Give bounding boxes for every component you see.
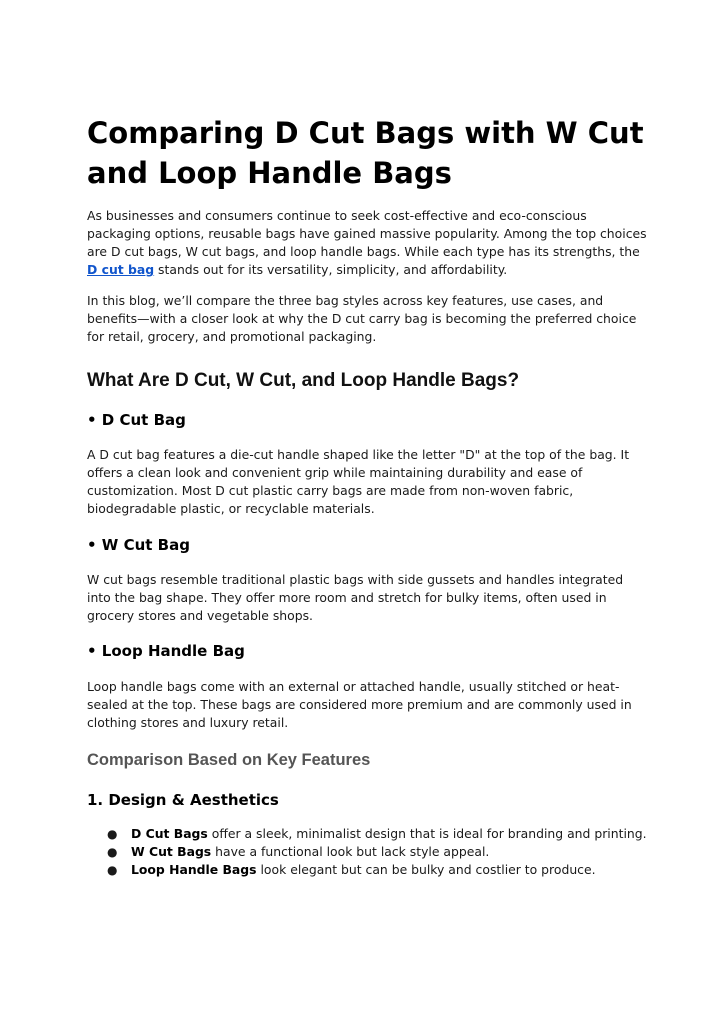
intro-text-after: stands out for its versatility, simplicity, and affordability. xyxy=(154,262,508,277)
list-item-text: have a functional look but lack style appeal. xyxy=(211,844,490,859)
design-feature-list xyxy=(87,825,647,879)
list-item-bold: W Cut Bags xyxy=(131,844,212,859)
bullet-icon: ● xyxy=(107,863,118,877)
intro-paragraph-2: In this blog, we’ll compare the three bag styles across key features, use cases, and benefits—with a closer look at why the D cut carry bag is becoming the preferred choice for retail, grocery, and promotional packaging. xyxy=(87,293,637,344)
list-item xyxy=(87,825,647,843)
section-heading-comparison: Comparison Based on Key Features xyxy=(87,751,371,769)
section-heading-types: What Are D Cut, W Cut, and Loop Handle Bags? xyxy=(87,370,520,391)
list-item-text: offer a sleek, minimalist design that is ideal for branding and printing. xyxy=(207,826,647,841)
d-cut-bag-heading: • D Cut Bag xyxy=(87,411,186,429)
loop-handle-bag-heading: • Loop Handle Bag xyxy=(87,642,245,660)
page-title: Comparing D Cut Bags with W Cut and Loop Handle Bags xyxy=(87,116,644,190)
bullet-icon: ● xyxy=(107,845,118,859)
w-cut-bag-paragraph: W cut bags resemble traditional plastic bags with side gussets and handles integrated into the bag shape. They offer more room and stretch for bulky items, often used in grocery stores and vegetable shops. xyxy=(87,572,624,623)
w-cut-bag-heading: • W Cut Bag xyxy=(87,536,190,554)
loop-handle-bag-paragraph: Loop handle bags come with an external or attached handle, usually stitched or heat-sealed at the top. These bags are considered more premium and are commonly used in clothing stores and luxury retail. xyxy=(87,679,632,730)
list-item-text: look elegant but can be bulky and costlier to produce. xyxy=(256,862,596,877)
d-cut-bag-paragraph: A D cut bag features a die-cut handle shaped like the letter "D" at the top of the bag. It offers a clean look and convenient grip while maintaining durability and ease of customization. Most D cut plastic carry bags are made from non-woven fabric, biodegradable plastic, or recyclable materials. xyxy=(87,447,630,516)
intro-text-before: As businesses and consumers continue to seek cost-effective and eco-conscious packaging options, reusable bags have gained massive popularity. Among the top choices are D cut bags, W cut bags, and loop handle bags. While each type has its strengths, the xyxy=(87,208,647,259)
bullet-icon: ● xyxy=(107,827,118,841)
design-aesthetics-heading: 1. Design & Aesthetics xyxy=(87,791,279,809)
d-cut-bag-link[interactable]: D cut bag xyxy=(87,262,155,277)
list-item xyxy=(87,861,647,879)
list-item-bold: D Cut Bags xyxy=(131,826,208,841)
intro-paragraph xyxy=(87,207,647,279)
list-item xyxy=(87,843,647,861)
list-item-bold: Loop Handle Bags xyxy=(131,862,257,877)
